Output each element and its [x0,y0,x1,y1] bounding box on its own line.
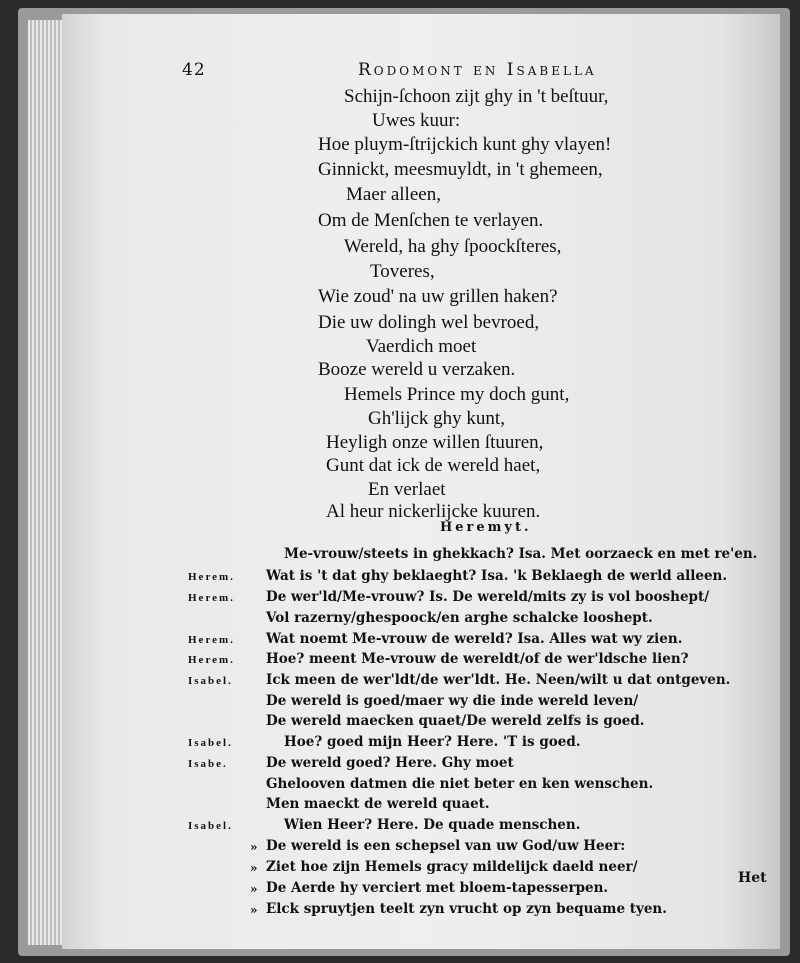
poem-line: Wie zoud' na uw grillen haken? [318,286,558,307]
poem-line: Wereld, ha ghy ſpoockſteres, [344,236,562,257]
poem-line: Toveres, [370,261,435,282]
poem-line: En verlaet [368,479,446,500]
running-head: Rodomont en Isabella [358,60,597,80]
poem-line: Gh'lijck ghy kunt, [368,408,505,429]
dialogue-line: Ziet hoe zijn Hemels gracy mildelijck daeld neer/ [266,859,638,875]
poem-line: Al heur nickerlijcke kuuren. [326,501,541,522]
dialogue-line: Wat is 't dat ghy beklaeght? Isa. 'k Beklaegh de werld alleen. [266,568,728,584]
poem-line: Hemels Prince my doch gunt, [344,384,570,405]
poem-line: Gunt dat ick de wereld haet, [326,455,541,476]
poem-line: Schijn-ſchoon zijt ghy in 't beſtuur, [344,86,609,107]
quote-mark: » [250,861,258,875]
section-title: Heremyt. [440,520,532,535]
speaker-label: Isabel. [188,737,233,749]
poem-line: Vaerdich moet [366,336,477,357]
poem-line: Hoe pluym-ſtrijckich kunt ghy vlayen! [318,134,612,155]
speaker-label: Herem. [188,634,235,646]
dialogue-line: Hoe? meent Me-vrouw de wereldt/of de wer'ldsche lien? [266,651,689,667]
poem-line: Heyligh onze willen ſtuuren, [326,432,544,453]
dialogue-line: De wereld goed? Here. Ghy moet [266,755,514,771]
speaker-label: Isabe. [188,758,228,770]
dialogue-line: De wer'ld/Me-vrouw? Is. De wereld/mits zy is vol booshept/ [266,589,710,605]
speaker-label: Isabel. [188,675,233,687]
poem-line: Om de Menſchen te verlayen. [318,210,544,231]
poem-line: Die uw dolingh wel bevroed, [318,312,540,333]
catchword: Het [738,870,767,886]
quote-mark: » [250,903,258,917]
poem-line: Ginnickt, meesmuyldt, in 't ghemeen, [318,159,603,180]
quote-mark: » [250,882,258,896]
speaker-label: Herem. [188,571,235,583]
dialogue-line: De wereld maecken quaet/De wereld zelfs is goed. [266,713,645,729]
dialogue-line: Men maeckt de wereld quaet. [266,796,490,812]
book-page [62,14,780,949]
poem-line: Booze wereld u verzaken. [318,359,516,380]
poem-line: Maer alleen, [346,184,441,205]
dialogue-line: Elck spruytjen teelt zyn vrucht op zyn bequame tyen. [266,901,667,917]
speaker-label: Isabel. [188,820,233,832]
dialogue-line: Ghelooven datmen die niet beter en ken wenschen. [266,776,654,792]
dialogue-line: Ick meen de wer'ldt/de wer'ldt. He. Neen/wilt u dat ontgeven. [266,672,731,688]
dialogue-line: Me-vrouw/steets in ghekkach? Isa. Met oorzaeck en met re'en. [284,546,758,562]
dialogue-line: Hoe? goed mijn Heer? Here. 'T is goed. [284,734,581,750]
dialogue-line: Wien Heer? Here. De quade menschen. [284,817,581,833]
dialogue-line: De Aerde hy verciert met bloem-tapesserpen. [266,880,609,896]
dialogue-line: De wereld is goed/maer wy die inde wereld leven/ [266,693,639,709]
dialogue-line: Wat noemt Me-vrouw de wereld? Isa. Alles wat wy zien. [266,631,683,647]
speaker-label: Herem. [188,592,235,604]
dialogue-line: De wereld is een schepsel van uw God/uw Heer: [266,838,626,854]
quote-mark: » [250,840,258,854]
speaker-label: Herem. [188,654,235,666]
poem-line: Uwes kuur: [372,110,461,131]
page-number: 42 [182,60,206,80]
dialogue-line: Vol razerny/ghespoock/en arghe schalcke looshept. [266,610,653,626]
